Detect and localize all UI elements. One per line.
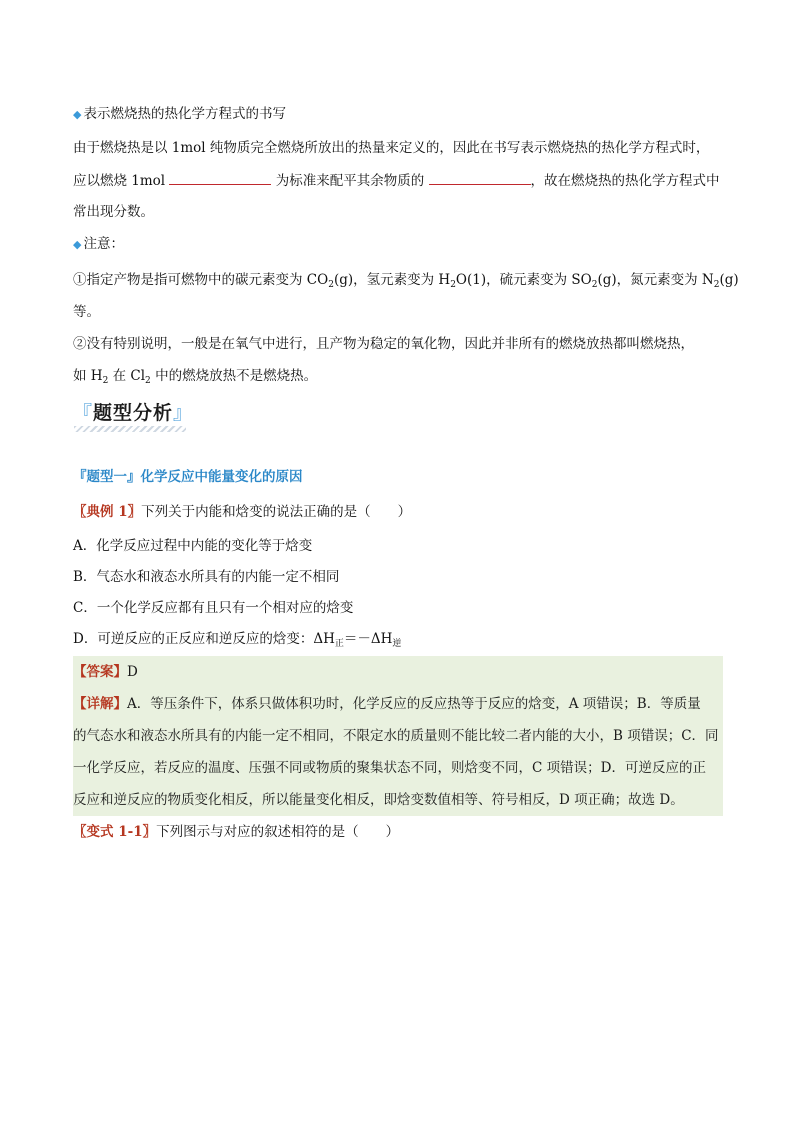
option-a: A．化学反应过程中内能的变化等于焓变 xyxy=(73,538,313,554)
answer-value: D xyxy=(127,664,138,680)
section-heading-combustion-equation: ◆ 表示燃烧热的热化学方程式的书写 xyxy=(73,104,286,125)
detail-line: 一化学反应，若反应的温度、压强不同或物质的聚集状态不同，则焓变不同，C 项错误；D．可逆反应的正 xyxy=(73,760,706,776)
section-title-analysis: 『题型分析』 xyxy=(73,402,194,424)
paragraph-line: 应以燃烧 1mol 为标准来配平其余物质的 ，故在燃烧热的热化学方程式中 xyxy=(73,170,720,191)
notes-heading: ◆ 注意： xyxy=(73,234,124,255)
note-item-2-cont: 如 $H_2$ 在 $Cl_2$ 中的燃烧放热不是燃烧热。 xyxy=(73,368,318,386)
paragraph-line: 常出现分数。 xyxy=(73,204,154,220)
question-type-title: 『题型一』化学反应中能量变化的原因 xyxy=(73,469,303,485)
option-d: D．可逆反应的正反应和逆反应的焓变：$\Delta H_正=-\Delta H_逆$ xyxy=(73,631,402,649)
example-tag: 〖典例 1〗 xyxy=(73,504,142,520)
detail-line: 的气态水和液态水所具有的内能一定不相同，不限定水的质量则不能比较二者内能的大小，B 项错误；C．同 xyxy=(73,728,719,744)
note-item-2: ②没有特别说明，一般是在氧气中进行，且产物为稳定的氧化物，因此并非所有的燃烧放热都叫燃烧热， xyxy=(73,336,694,352)
variant-question: 〖变式 1-1〗下列图示与对应的叙述相符的是（ ） xyxy=(73,824,400,840)
note-item-1: ①指定产物是指可燃物中的碳元素变为 $CO_2(g)$，氢元素变为 $H_2O(1)$，硫元素变为 $SO_2(g)$，氮元素变为 $N_2(g)$ xyxy=(73,272,739,290)
answer-line xyxy=(73,662,138,682)
fill-blank[interactable] xyxy=(169,170,271,185)
paragraph-line: 由于燃烧热是以 1mol 纯物质完全燃烧所放出的热量来定义的，因此在书写表示燃烧热的热化学方程式时， xyxy=(73,140,710,156)
heading-underline-decoration xyxy=(74,426,186,432)
diamond-bullet-icon: ◆ xyxy=(73,108,82,121)
detail-line: 【详解】A．等压条件下，体系只做体积功时，化学反应的反应热等于反应的焓变，A 项错误；B．等质量 xyxy=(73,696,701,712)
answer-tag: 【答案】 xyxy=(73,664,127,680)
example-question: 〖典例 1〗下列关于内能和焓变的说法正确的是（ ） xyxy=(73,504,412,520)
diamond-bullet-icon: ◆ xyxy=(73,238,82,251)
note-item-1-cont: 等。 xyxy=(73,304,100,320)
variant-tag: 〖变式 1-1〗 xyxy=(73,824,157,840)
detail-line: 反应和逆反应的物质变化相反，所以能量变化相反，即焓变数值相等、符号相反，D 项正确；故选 D。 xyxy=(73,792,684,808)
option-b: B．气态水和液态水所具有的内能一定不相同 xyxy=(73,569,340,585)
detail-tag: 【详解】 xyxy=(73,696,127,712)
fill-blank[interactable] xyxy=(429,170,531,185)
option-c: C．一个化学反应都有且只有一个相对应的焓变 xyxy=(73,600,354,616)
